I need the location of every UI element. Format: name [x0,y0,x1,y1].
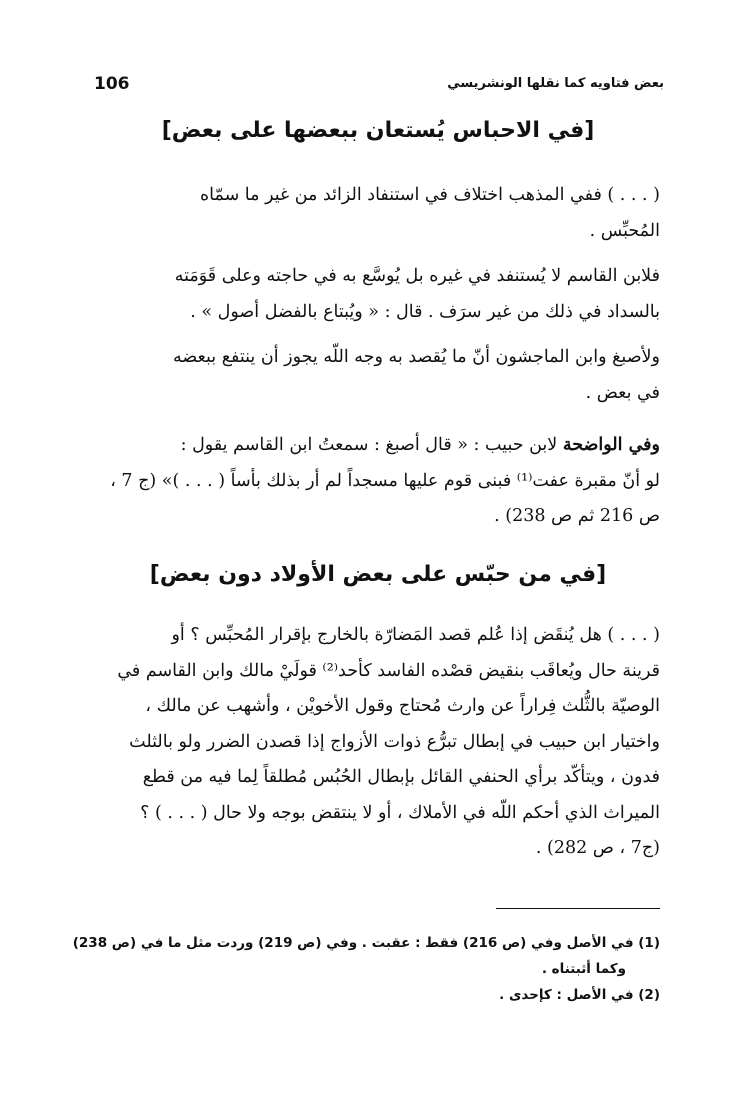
footnote-1: (1) في الأصل وفي (ص 216) فقط : عقبت . وفي (ص 219) وردت مثل ما في (ص 238) [72,935,660,951]
paragraph-5-line-5: فدون ، ويتأكّد برأي الحنفي القائل بإبطال الحُبُس مُطلقاً لِما فيه من قطع [142,767,660,787]
section-title-2: [في من حبّس على بعض الأولاد دون بعض] [149,562,607,587]
footnote-2: (2) في الأصل : كإحدى . [499,987,660,1003]
paragraph-4-line-2: لو أنّ مقبرة عفت⁽¹⁾ فبنى قوم عليها مسجداً لم أر بذلك بأساً ( . . . )» (ج 7 ، [110,470,660,491]
paragraph-5-line-6: الميراث الذي أحكم اللّه في الأملاك ، أو لا ينتقض بوجه ولا حال ( . . . ) ؟ [140,802,660,823]
paragraph-3-line-2: في بعض . [585,382,660,403]
page-number: 106 [94,74,130,94]
paragraph-4-line-1 [94,428,660,464]
paragraph-4 [94,428,660,535]
paragraph-1 [94,178,660,249]
paragraph-2-line-2: بالسداد في ذلك من غير سرَف . قال : « ويُبتاع بالفضل أصول » . [190,301,660,322]
footnote-1-continuation: وكما أثبتناه . [541,961,626,977]
section-title-1: [في الاحباس يُستعان ببعضها على بعض] [161,118,595,143]
paragraph-4-line-1-rest: لابن حبيب : « قال أصبغ : سمعتُ ابن القاسم يقول : [180,435,563,455]
paragraph-1-line-1: ( . . . ) ففي المذهب اختلاف في استنفاد الزائد من غير ما سمّاه [199,185,660,205]
paragraph-5-line-3: الوصيّة بالثُّلث فِراراً عن وارث مُحتاج وقول الأخويْن ، وأشهب عن مالك ، [145,696,660,716]
paragraph-1-line-2: المُحبِّس . [589,220,660,241]
source-name: وفي الواضحة [562,435,660,455]
paragraph-3-line-1: ولأصبغ وابن الماجشون أنّ ما يُقصد به وجه اللّه يجوز أن ينتفع ببعضه [172,347,660,367]
paragraph-3 [94,340,660,411]
paragraph-2 [94,259,660,330]
paragraph-5 [94,618,660,867]
paragraph-5-line-1: ( . . . ) هل يُنقَض إذا عُلم قصد المَضارّة بالخارج بإقرار المُحبِّس ؟ أو [171,625,660,645]
paragraph-4-line-3: ص 216 ثم ص 238) . [494,506,660,526]
paragraph-5-line-2: قرينة حال ويُعاقَب بنقيض قصْده الفاسد كأحد⁽²⁾ قولَيْ مالك وابن القاسم في [117,660,660,681]
paragraph-2-line-1: فلابن القاسم لا يُستنفد في غيره بل يُوسَّع به في حاجته وعلى قَوَمَته [174,266,660,286]
running-head: بعض فتاويه كما نقلها الونشريسي [447,76,664,91]
paragraph-5-line-7: (ج7 ، ص 282) . [535,838,660,858]
footnotes [72,930,660,1008]
footnote-separator [496,908,660,909]
paragraph-5-line-4: واختيار ابن حبيب في إبطال تبرُّع ذوات الأزواج إذا قصدن الضرر ولو بالثلث [129,731,660,752]
